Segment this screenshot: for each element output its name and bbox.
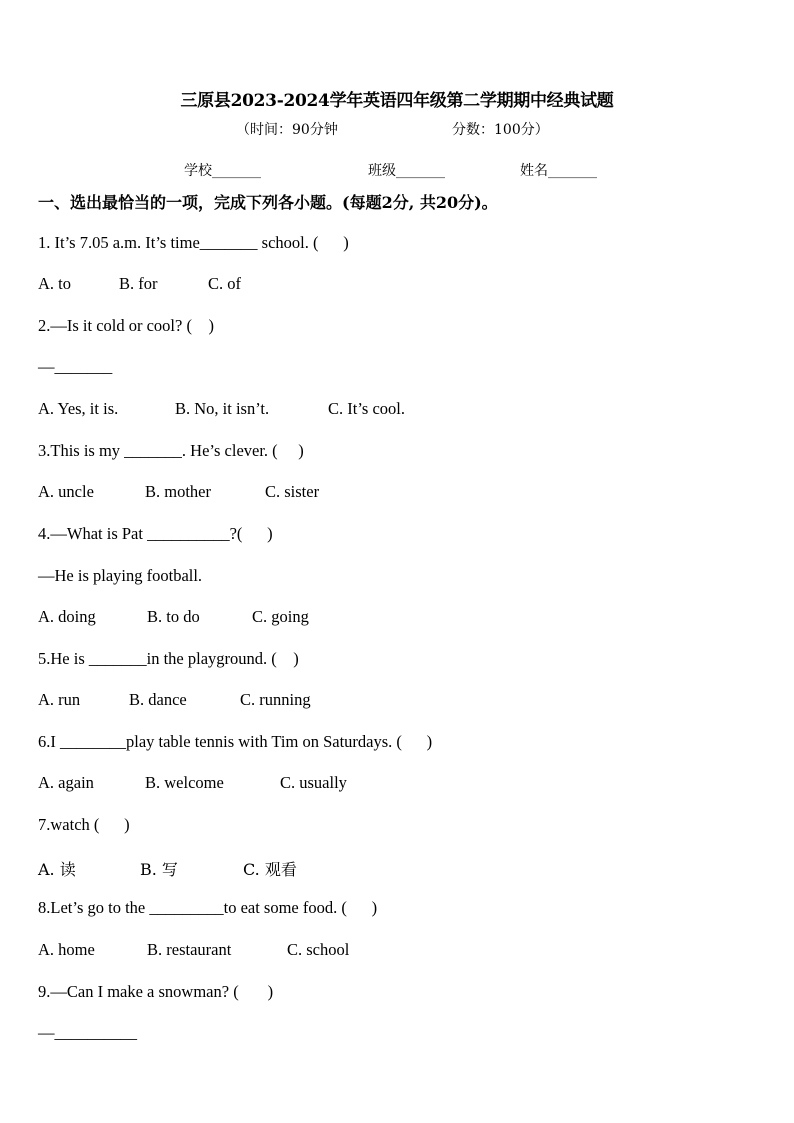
q3-option-c: C. sister xyxy=(265,482,320,501)
q8-option-c: C. school xyxy=(287,940,350,959)
q2-answer-line: —_______ xyxy=(38,357,113,376)
q5-option-c: C. running xyxy=(240,690,311,709)
section-heading: 一、选出最恰当的一项，完成下列各小题。(每题2分, 共20分)。 xyxy=(38,193,498,212)
q6-option-c: C. usually xyxy=(280,773,347,792)
q8-option-a: A. home xyxy=(38,940,95,959)
q2-option-a: A. Yes, it is. xyxy=(38,399,119,418)
question-6: 6.I ________play table tennis with Tim on Saturdays. ( ) xyxy=(38,732,433,751)
q6-option-a: A. again xyxy=(38,773,94,792)
question-2: 2.—Is it cold or cool? ( ) xyxy=(38,316,214,335)
q3-option-b: B. mother xyxy=(145,482,211,501)
q9-answer-line: —__________ xyxy=(38,1023,137,1042)
name-field: 姓名_______ xyxy=(520,163,597,179)
exam-score: 分数：100分） xyxy=(452,122,549,138)
question-9: 9.—Can I make a snowman? ( ) xyxy=(38,982,274,1001)
q1-option-b: B. for xyxy=(119,274,158,293)
q7-option-a: A. 读 xyxy=(38,860,76,879)
q7-option-b: B. 写 xyxy=(140,860,178,879)
question-5: 5.He is _______in the playground. ( ) xyxy=(38,649,299,668)
question-1: 1. It’s 7.05 a.m. It’s time_______ school. ( ) xyxy=(38,233,349,252)
q3-option-a: A. uncle xyxy=(38,482,94,501)
q7-option-c: C. 观看 xyxy=(243,860,297,879)
question-4: 4.—What is Pat __________?( ) xyxy=(38,524,273,543)
exam-time: （时间：90分钟 xyxy=(236,122,338,138)
question-7: 7.watch ( ) xyxy=(38,815,130,834)
class-field: 班级_______ xyxy=(368,163,445,179)
question-3: 3.This is my _______. He’s clever. ( ) xyxy=(38,441,304,460)
q2-option-b: B. No, it isn’t. xyxy=(175,399,270,418)
q4-option-b: B. to do xyxy=(147,607,200,626)
q1-option-a: A. to xyxy=(38,274,71,293)
q8-option-b: B. restaurant xyxy=(147,940,232,959)
q1-option-c: C. of xyxy=(208,274,241,293)
school-field: 学校_______ xyxy=(184,163,261,179)
page-title: 三原县2023-2024学年英语四年级第二学期期中经典试题 xyxy=(180,91,614,111)
q6-option-b: B. welcome xyxy=(145,773,224,792)
q5-option-b: B. dance xyxy=(129,690,187,709)
q4-option-c: C. going xyxy=(252,607,309,626)
q2-option-c: C. It’s cool. xyxy=(328,399,405,418)
q5-option-a: A. run xyxy=(38,690,81,709)
q4-option-a: A. doing xyxy=(38,607,96,626)
question-8: 8.Let’s go to the _________to eat some food. ( ) xyxy=(38,898,378,917)
q4-answer-line: —He is playing football. xyxy=(38,566,203,585)
